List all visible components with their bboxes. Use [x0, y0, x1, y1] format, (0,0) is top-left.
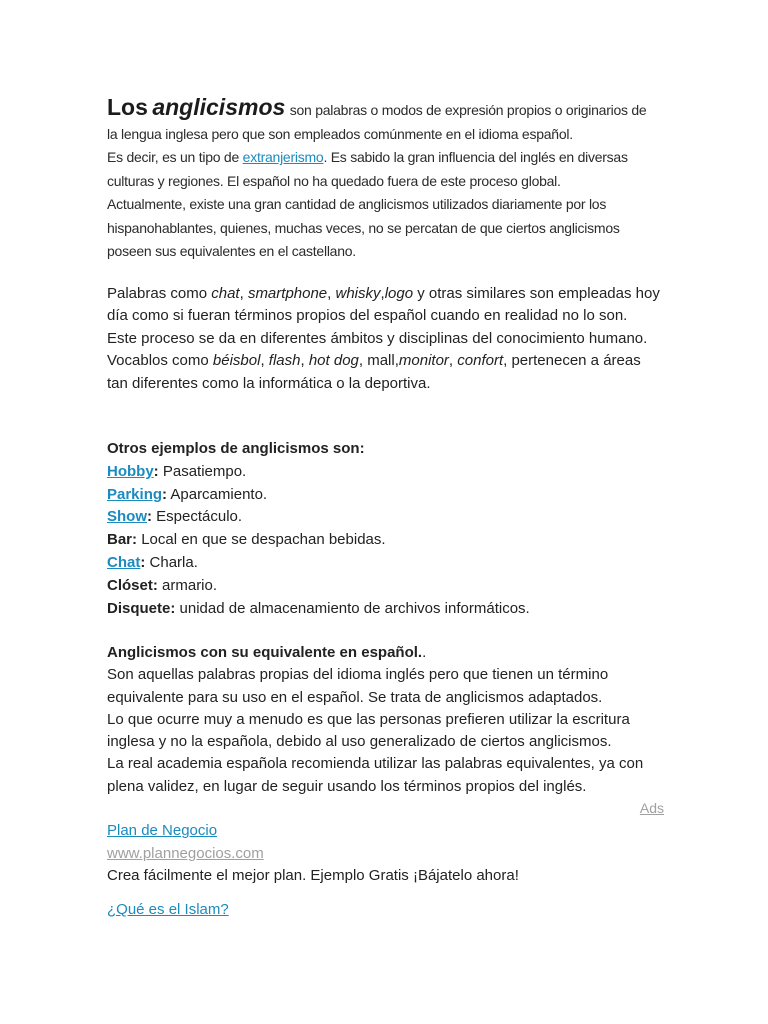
section2-line4: inglesa y no la española, debido al uso generalizado de ciertos anglicismos. [107, 733, 612, 751]
ad-url-link[interactable]: www.plannegocios.com [107, 844, 264, 862]
parking-link[interactable]: Parking [107, 485, 163, 503]
headline-anglicismos: anglicismos [152, 94, 286, 120]
islam-link[interactable]: ¿Qué es el Islam? [107, 901, 229, 918]
intro-line1: son palabras o modos de expresión propios o originarios de [289, 102, 647, 118]
para2-line4: Vocablos como béisbol, flash, hot dog, mall,monitor, confort, pertenecen a áreas [107, 352, 641, 370]
list-item: Parking: Aparcamiento. [107, 485, 268, 503]
examples-heading: Otros ejemplos de anglicismos son: [107, 440, 365, 457]
extranjerismo-link[interactable]: extranjerismo [242, 149, 324, 165]
intro-paragraph [107, 94, 663, 264]
show-link[interactable]: Show [107, 508, 147, 526]
list-item: Bar: Local en que se despachan bebidas. [107, 531, 386, 549]
list-item: Show: Espectáculo. [107, 508, 243, 526]
examples-list [107, 438, 667, 620]
section2-line5: La real academia española recomienda utilizar las palabras equivalentes, ya con [107, 755, 644, 773]
intro-line4: culturas y regiones. El español no ha quedado fuera de este proceso global. [107, 172, 561, 189]
para2-line1: Palabras como chat, smartphone, whisky,logo y otras similares son empleadas hoy [107, 285, 660, 302]
ad-text: Crea fácilmente el mejor plan. Ejemplo Gratis ¡Bájatelo ahora! [107, 867, 519, 884]
section2-line3: Lo que ocurre muy a menudo es que las personas prefieren utilizar la escritura [107, 710, 630, 728]
section2-heading: Anglicismos con su equivalente en español.. [107, 644, 427, 661]
ad-title-link[interactable]: Plan de Negocio [107, 822, 218, 839]
para2-line2: día como si fueran términos propios del español cuando en realidad no lo son. [107, 307, 628, 325]
list-item: Clóset: armario. [107, 576, 218, 594]
intro-line2: la lengua inglesa pero que son empleados comúnmente en el idioma español. [107, 125, 573, 142]
section2-line1: Son aquellas palabras propias del idioma inglés pero que tienen un término [107, 666, 609, 684]
ad-block [107, 820, 667, 888]
chat-link[interactable]: Chat [107, 553, 141, 571]
para2-line3: Este proceso se da en diferentes ámbitos y disciplinas del conocimiento humano. [107, 329, 648, 347]
section2-line6: plena validez, en lugar de seguir usando los términos propios del inglés. [107, 777, 587, 795]
list-item: Chat: Charla. [107, 553, 198, 571]
para2-line5: tan diferentes como la informática o la deportiva. [107, 374, 431, 392]
intro-line5: Actualmente, existe una gran cantidad de anglicismos utilizados diariamente por los [107, 196, 607, 212]
ads-label[interactable]: Ads [639, 800, 664, 816]
section2-line2: equivalente para su uso en el español. Se trata de anglicismos adaptados. [107, 688, 603, 706]
examples-intro-paragraph [107, 283, 667, 395]
list-item: Hobby: Pasatiempo. [107, 462, 247, 480]
intro-line7: poseen sus equivalentes en el castellano. [107, 243, 356, 259]
equivalents-section [107, 642, 667, 798]
list-item: Disquete: unidad de almacenamiento de archivos informáticos. [107, 599, 530, 617]
intro-line6: hispanohablantes, quienes, muchas veces, no se percatan de que ciertos anglicismos [107, 219, 620, 236]
hobby-link[interactable]: Hobby [107, 462, 154, 480]
headline-los: Los [107, 94, 148, 120]
intro-line3: Es decir, es un tipo de extranjerismo. Es sabido la gran influencia del inglés en diversas [107, 149, 628, 165]
